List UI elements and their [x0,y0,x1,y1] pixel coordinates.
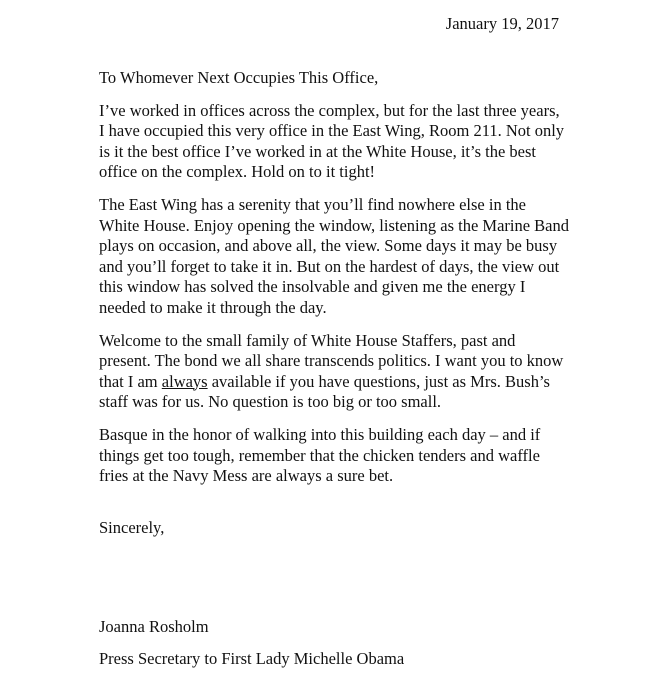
salutation: To Whomever Next Occupies This Office, [99,68,379,87]
paragraph-3 [99,331,569,413]
paragraph-3-text-b: available if you have questions, just as Mrs. Bush’s staff was for us. No question is too big or too small. [99,371,550,411]
underlined-always: always [161,371,208,391]
closing: Sincerely, [99,518,165,537]
signer-title: Press Secretary to First Lady Michelle Obama [99,649,405,668]
paragraph-1: I’ve worked in offices across the complex, but for the last three years, I have occupied this very office in the East Wing, Room 211. Not only is it the best office I’ve worked in at the White House, it’s the best office on the complex. Hold on to it tight! [99,100,565,181]
letter-date: January 19, 2017 [445,14,559,33]
paragraph-2: The East Wing has a serenity that you’ll find nowhere else in the White House. Enjoy opening the window, listening as the Marine Band plays on occasion, and above all, the view. Some days it may be busy and you’ll forget to take it in. But on the hardest of days, the view out this window has solved the insolvable and given me the energy I needed to make it through the day. [99,195,570,317]
paragraph-3-text-a: Welcome to the small family of White House Staffers, past and present. The bond we all share transcends politics. I want you to know that I am [99,330,564,391]
letter-body [99,68,569,499]
signer-name: Joanna Rosholm [99,617,209,636]
paragraph-4: Basque in the honor of walking into this building each day – and if things get too tough, remember that the chicken tenders and waffle fries at the Navy Mess are always a sure bet. [99,425,541,485]
